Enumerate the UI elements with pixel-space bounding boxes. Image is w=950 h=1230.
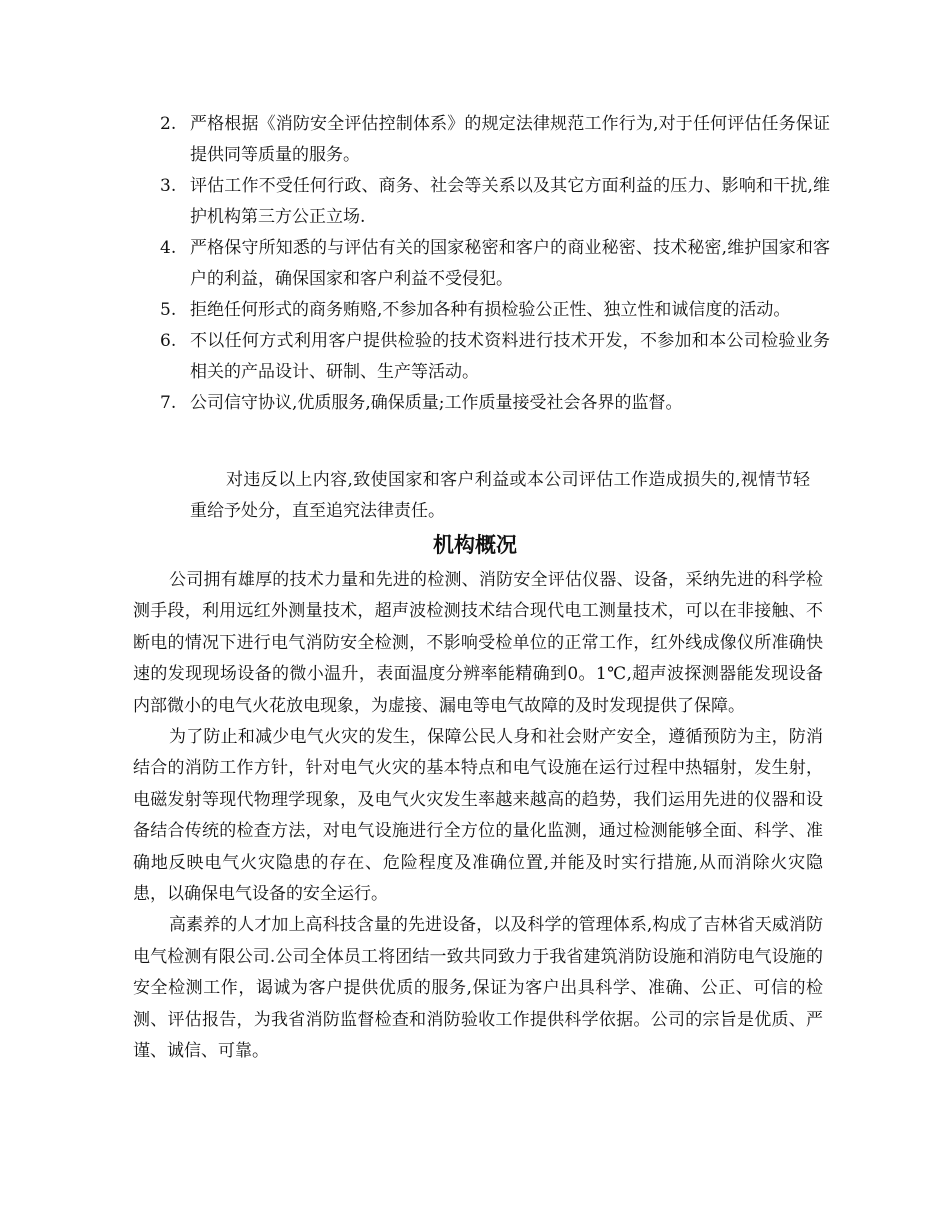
body-paragraph: 为了防止和减少电气火灾的发生，保障公民人身和社会财产安全，遵循预防为主，防消结合的消防工作方针，针对电气火灾的基本特点和电气设施在运行过程中热辐射，发生射，电磁发射等现代物理学现象，及电气火灾发生率越来越高的趋势，我们运用先进的仪器和设备结合传统的检查方法，对电气设施进行全方位的量化监测，通过检测能够全面、科学、准确地反映电气火灾隐患的存在、危险程度及准确位置,并能及时实行措施,从而消除火灾隐患，以确保电气设备的安全运行。 [133, 727, 823, 905]
list-item [0, 388, 950, 419]
list-item-number: 4. [160, 238, 177, 258]
body-paragraph: 公司拥有雄厚的技术力量和先进的检测、消防安全评估仪器、设备，采纳先进的科学检测手段，利用远红外测量技术，超声波检测技术结合现代电工测量技术，可以在非接触、不断电的情况下进行电气消防安全检测，不影响受检单位的正常工作，红外线成像仪所准确快速的发现现场设备的微小温升，表面温度分辨率能精确到0。1℃,超声波探测器能发现设备内部微小的电气火花放电现象，为虚接、漏电等电气故障的及时发现提供了保障。 [133, 570, 823, 716]
list-item-text: 拒绝任何形式的商务贿赂,不参加各种有损检验公正性、独立性和诚信度的活动。 [190, 300, 791, 320]
list-item-text: 严格根据《消防安全评估控制体系》的规定法律规范工作行为,对于任何评估任务保证提供同等质量的服务。 [190, 114, 830, 165]
list-item [0, 326, 950, 388]
list-item [0, 295, 950, 326]
section-body [133, 565, 823, 1068]
body-paragraph: 高素养的人才加上高科技含量的先进设备，以及科学的管理体系,构成了吉林省天威消防电气检测有限公司.公司全体员工将团结一致共同致力于我省建筑消防设施和消防电气设施的安全检测工作，谒诚为客户提供优质的服务,保证为客户出具科学、准确、公正、可信的检测、评估报告，为我省消防监督检查和消防验收工作提供科学依据。公司的宗旨是优质、严谨、诚信、可靠。 [133, 915, 823, 1062]
list-item-number: 5. [160, 300, 177, 320]
list-item-text: 评估工作不受任何行政、商务、社会等关系以及其它方面利益的压力、影响和干扰,维护机构第三方公正立场. [190, 176, 830, 227]
list-item-text: 公司信守协议,优质服务,确保质量;工作质量接受社会各界的监督。 [190, 393, 683, 413]
closing-note: 对违反以上内容,致使国家和客户利益或本公司评估工作造成损失的,视情节轻重给予处分，直至追究法律责任。 [190, 470, 810, 521]
list-item-number: 2. [160, 114, 177, 134]
list-item-text: 不以任何方式利用客户提供检验的技术资料进行技术开发，不参加和本公司检验业务相关的产品设计、研制、生产等活动。 [190, 331, 830, 382]
list-item [0, 109, 950, 171]
list-item [0, 233, 950, 295]
section-title: 机构概况 [433, 533, 517, 557]
list-item-number: 3. [160, 176, 177, 196]
list-item-number: 6. [160, 331, 177, 351]
list-item-text: 严格保守所知悉的与评估有关的国家秘密和客户的商业秘密、技术秘密,维护国家和客户的利益，确保国家和客户利益不受侵犯。 [190, 238, 830, 289]
list-item [0, 171, 950, 233]
commitment-list [0, 109, 950, 419]
list-item-number: 7. [160, 393, 177, 413]
